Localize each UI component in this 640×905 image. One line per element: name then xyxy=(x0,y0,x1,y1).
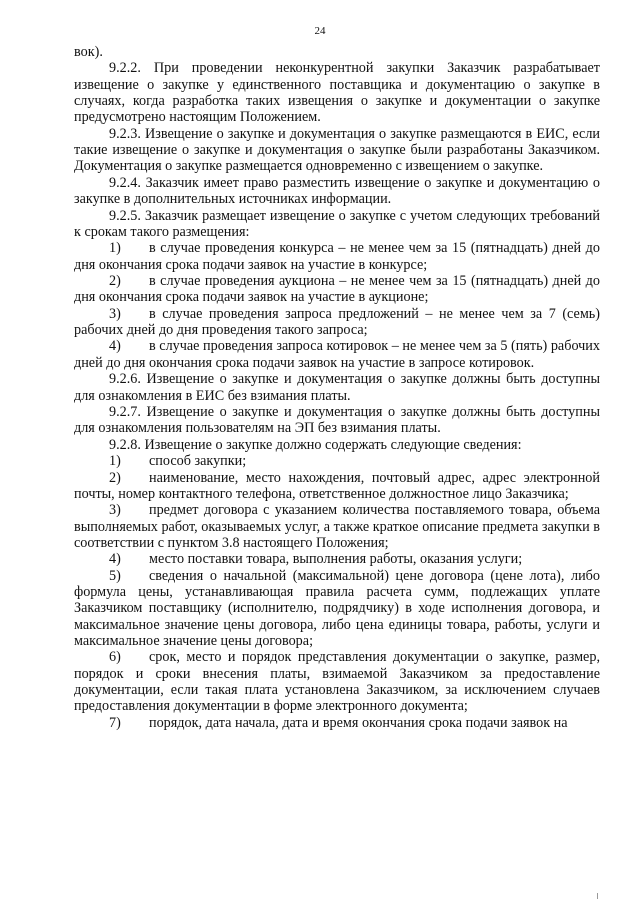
list-item-number: 6) xyxy=(109,649,121,666)
list-item xyxy=(74,502,600,551)
list-item-text: порядок, дата начала, дата и время окончания срока подачи заявок на xyxy=(149,714,568,731)
paragraph-text: 9.2.3. Извещение о закупке и документация о закупке размещаются в ЕИС, если такие извещение о закупке и документация о закупке были разработаны Заказчиком. Документация о закупке размещается одновременно с извещением о закупке. xyxy=(74,125,600,175)
paragraph-text: 9.2.6. Извещение о закупке и документация о закупке должны быть доступны для ознакомления в ЕИС без взимания платы. xyxy=(74,371,600,404)
list-item-number: 5) xyxy=(109,567,121,584)
list-item-text: предмет договора с указанием количества поставляемого товара, объема выполняемых работ, оказываемых услуг, а также краткое описание предмета закупки в соответствии с пунктом 3.8 настоящего Положения; xyxy=(74,502,600,551)
page-number: 24 xyxy=(314,25,326,37)
paragraph-text: 9.2.5. Заказчик размещает извещение о закупке с учетом следующих требований к срокам такого размещения: xyxy=(74,207,600,240)
list-item xyxy=(74,649,600,714)
list-item-text: в случае проведения аукциона – не менее чем за 15 (пятнадцать) дней до дня окончания срока подачи заявок на участие в аукционе; xyxy=(74,273,600,306)
list-item-text: срок, место и порядок представления документации о закупке, размер, порядок и сроки внесения платы, взимаемой Заказчиком за предоставление документации, если такая плата установлена Заказчиком, за исключением случаев предоставления документации в форме электронного документа; xyxy=(74,649,600,715)
list-item xyxy=(74,240,600,273)
paragraph-9-2-7 xyxy=(74,404,600,437)
paragraph-9-2-6 xyxy=(74,371,600,404)
list-item-text: способ закупки; xyxy=(149,453,247,470)
paragraph-9-2-3 xyxy=(74,126,600,175)
paragraph-text: 9.2.7. Извещение о закупке и документация о закупке должны быть доступны для ознакомления пользователям на ЭП без взимания платы. xyxy=(74,403,600,437)
paragraph-9-2-8 xyxy=(74,437,600,453)
list-item-number: 3) xyxy=(109,502,121,519)
paragraph-text: 9.2.4. Заказчик имеет право разместить извещение о закупке и документацию о закупке в дополнительных источниках информации. xyxy=(74,174,600,208)
document-body xyxy=(74,44,600,731)
list-item xyxy=(74,306,600,339)
list-item-number: 4) xyxy=(109,551,121,568)
list-item xyxy=(74,273,600,306)
list-item-number: 2) xyxy=(109,273,121,289)
list-item-text: в случае проведения конкурса – не менее чем за 15 (пятнадцать) дней до дня окончания срока подачи заявок на участие в конкурсе; xyxy=(74,240,600,273)
list-item-text: наименование, место нахождения, почтовый адрес, адрес электронной почты, номер контактного телефона, ответственное должностное лицо Заказчика; xyxy=(74,469,600,502)
list-item-text: в случае проведения запроса предложений – не менее чем за 7 (семь) рабочих дней до дня проведения такого запроса; xyxy=(74,305,600,339)
list-item-number: 2) xyxy=(109,469,121,486)
list-item xyxy=(74,715,600,731)
list-item-text: сведения о начальной (максимальной) цене договора (цене лота), либо формула цены, устанавливающая правила расчета сумм, подлежащих уплате Заказчиком поставщику (исполнителю, подрядчику) в ходе исполнения договора, и максимальное значение цены договора, либо цена единицы товара, работы, услуги и максимальное значение цены договора; xyxy=(74,567,600,649)
list-item-text: в случае проведения запроса котировок – не менее чем за 5 (пять) рабочих дней до дня окончания срока подачи заявок на участие в запросе котировок. xyxy=(74,338,600,371)
list-item-text: место поставки товара, выполнения работы, оказания услуги; xyxy=(149,551,523,568)
list-item-number: 4) xyxy=(109,338,121,355)
list-item xyxy=(74,338,600,371)
paragraph-9-2-4 xyxy=(74,175,600,208)
paragraph-9-2-5 xyxy=(74,208,600,241)
list-item-number: 1) xyxy=(109,453,121,470)
list-item xyxy=(74,470,600,503)
list-item-number: 7) xyxy=(109,714,121,731)
list-item-number: 1) xyxy=(109,240,121,257)
paragraph-text: 9.2.8. Извещение о закупке должно содержать следующие сведения: xyxy=(109,436,522,453)
list-item xyxy=(74,551,600,567)
list-item xyxy=(74,568,600,649)
list-item xyxy=(74,453,600,469)
scan-edge-mark xyxy=(597,893,598,899)
paragraph-text: 9.2.2. При проведении неконкурентной закупки Заказчик разрабатывает извещение о закупке у единственного поставщика и документацию о закупке в случаях, когда разработка таких извещения о закупке и документации о закупке предусмотрено настоящим Положением. xyxy=(74,60,600,126)
list-item-number: 3) xyxy=(109,305,121,322)
paragraph-text: вок). xyxy=(74,44,103,60)
paragraph-continuation xyxy=(74,44,600,60)
paragraph-9-2-2 xyxy=(74,60,600,125)
